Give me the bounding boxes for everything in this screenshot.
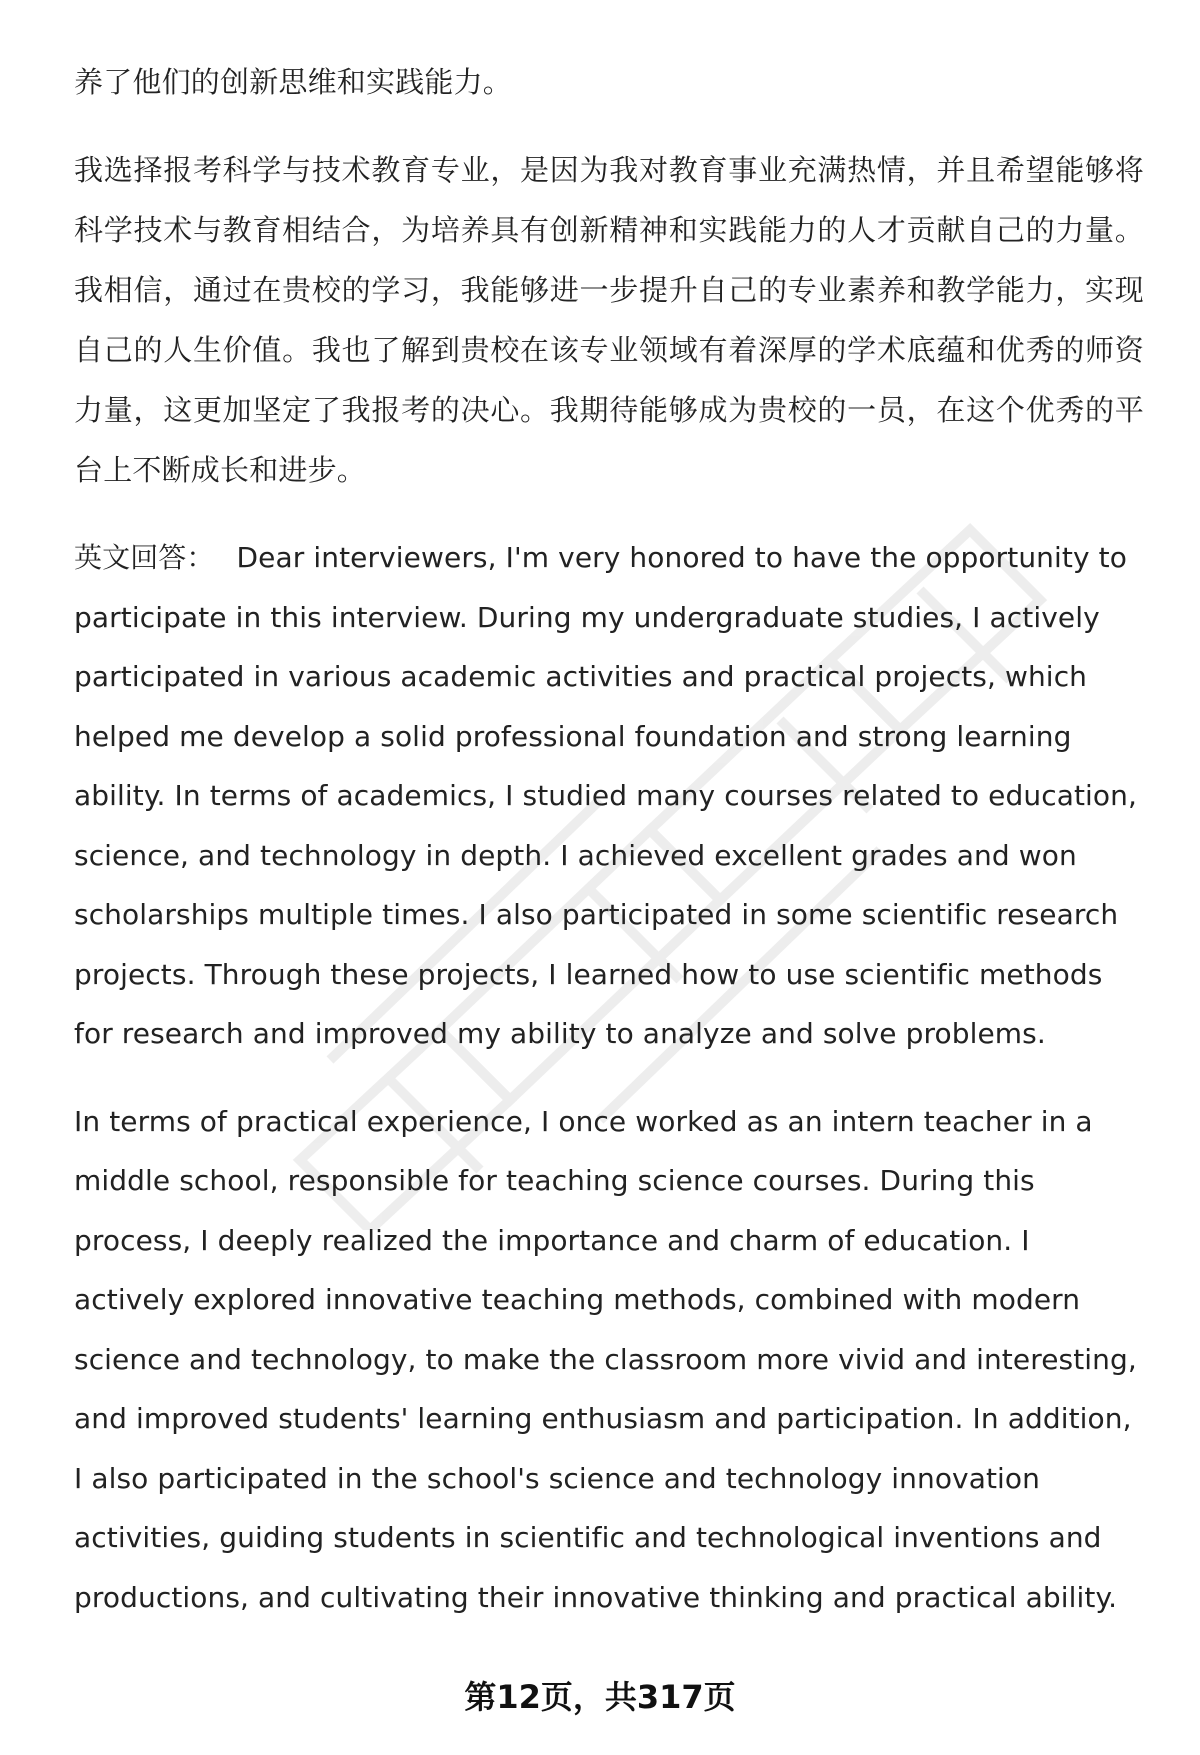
paragraph-4: In terms of practical experience, I once worked as an intern teacher in a middle school, responsible for teaching science courses. During this process, I deeply realized the importance and charm of education. I actively explored innovative teaching methods, combined with modern science and technology, to make the classroom more vivid and interesting, and improved students' learning enthusiasm and participation. In addition, I also participated in the school's science and technology innovation activities, guiding students in scientific and technological inventions and productions, and cultivating their innovative thinking and practical ability.	[74, 1104, 1137, 1614]
english-answer-label: 英文回答：	[74, 541, 215, 574]
paragraph-3-text: Dear interviewers, I'm very honored to have the opportunity to participate in this interview. During my undergraduate studies, I actively participated in various academic activities and practical projects, which helped me develop a solid professional foundation and strong learning ability. In terms of academics, I studied many courses related to education, science, and technology in depth. I achieved excellent grades and won scholarships multiple times. I also participated in some scientific research projects. Through these projects, I learned how to use scientific methods for research and improved my ability to analyze and solve problems.	[74, 541, 1137, 1050]
paragraph-1: 养了他们的创新思维和实践能力。	[74, 65, 513, 99]
document-body	[74, 52, 1144, 1655]
page-indicator: 第12页，共317页	[464, 1678, 736, 1716]
paragraph-3	[74, 528, 1144, 1064]
paragraph-2: 我选择报考科学与技术教育专业，是因为我对教育事业充满热情，并且希望能够将科学技术与教育相结合，为培养具有创新精神和实践能力的人才贡献自己的力量。我相信，通过在贵校的学习，我能够进一步提升自己的专业素养和教学能力，实现自己的人生价值。我也了解到贵校在该专业领域有着深厚的学术底蕴和优秀的师资力量，这更加坚定了我报考的决心。我期待能够成为贵校的一员，在这个优秀的平台上不断成长和进步。	[74, 153, 1144, 487]
